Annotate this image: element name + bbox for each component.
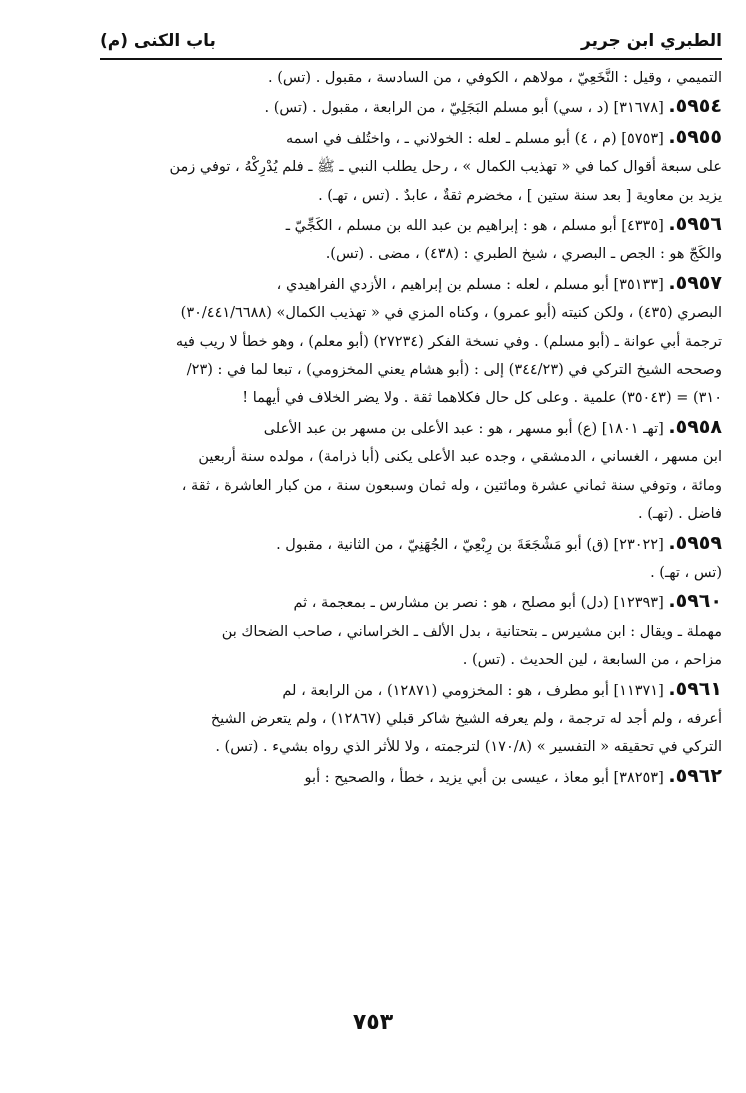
line-text: التميمي ، وقيل : النَّخَعِيّ ، مولاهم ، الكوفي ، من السادسة ، مقبول . (تس) . <box>268 70 722 86</box>
line-text: [١٢٣٩٣] (دل) أبو مصلح ، هو : نصر بن مشارس ـ بمعجمة ، ثم <box>293 595 669 612</box>
line-text: التركي في تحقيقه « التفسير » (١٧٠/٨) لترجمته ، ولا للأثر الذي رواه بشيء . (تس) . <box>215 739 722 756</box>
entry-first-line <box>100 123 722 153</box>
line-text: [٣٨٢٥٣] أبو معاذ ، عيسى بن أبي يزيد ، خطأ ، والصحيح : أبو <box>304 769 669 786</box>
line-text: ومائة ، وتوفي سنة ثماني عشرة ومائتين ، وله ثمان وسبعون سنة ، من كبار العاشرة ، ثقة ، <box>181 477 722 494</box>
text-line <box>100 646 722 674</box>
entry-number: ٥٩٥٦. <box>668 213 722 236</box>
text-line <box>100 705 722 733</box>
line-text: فاضل . (تهـ) . <box>638 506 722 523</box>
entry-number: ٥٩٥٨. <box>668 415 722 438</box>
text-line <box>100 559 722 587</box>
text-line <box>100 299 722 327</box>
header-book-title: الطبري ابن جرير <box>581 31 722 51</box>
entry-number: ٥٩٦٢. <box>668 764 722 787</box>
entry-number: ٥٩٥٤. <box>668 95 722 118</box>
line-text: على سبعة أقوال كما في « تهذيب الكمال » ، رحل يطلب النبي ـ ﷺ ـ فلم يُدْرِكْهُ ، توفي زمن <box>169 159 722 176</box>
text-line <box>100 500 722 528</box>
entry-first-line <box>100 587 722 617</box>
entry-number: ٥٩٥٩. <box>668 531 722 554</box>
line-text: [٢٣٠٢٢] (ق) أبو مَشْجَعَةَ بن رِبْعِيّ ، الجُهَنِيّ ، من الثانية ، مقبول . <box>276 536 669 553</box>
text-line <box>100 64 722 92</box>
entry-first-line <box>100 92 722 122</box>
line-text: مزاحم ، من السابعة ، لين الحديث . (تس) . <box>462 652 722 669</box>
entry-first-line <box>100 762 722 792</box>
text-line <box>100 472 722 500</box>
entry-first-line <box>100 210 722 240</box>
line-text: البصري (٤٣٥) ، ولكن كنيته (أبو عمرو) ، وكناه المزي في « تهذيب الكمال» (٣٠/٤٤١/٦٦٨٨) <box>180 305 722 322</box>
text-line <box>100 182 722 210</box>
text-line <box>100 356 722 384</box>
line-text: ابن مسهر ، الغساني ، الدمشقي ، وجده عبد الأعلى يكنى (أبا ذرامة) ، مولده سنة أربعين <box>198 449 722 466</box>
line-text: ترجمة أبي عوانة ـ (أبو مسلم) . وفي نسخة الفكر (٢٧٢٣٤) (أبو معلم) ، وهو خطأ لا ريب فيه <box>175 333 722 350</box>
text-line <box>100 384 722 412</box>
line-text: مهملة ـ ويقال : ابن مشيرس ـ بتحتانية ، بدل الألف ـ الخراساني ، صاحب الضحاك بن <box>221 623 722 640</box>
body-text <box>100 64 722 792</box>
page-header <box>100 24 722 58</box>
entry-number: ٥٩٥٥. <box>668 125 722 148</box>
entry-first-line <box>100 269 722 299</box>
entry-number: ٥٩٥٧. <box>668 271 722 294</box>
text-line <box>100 153 722 181</box>
line-text: والكَجّ هو : الجص ـ البصري ، شيخ الطبري : (٤٣٨) ، مضى . (تس). <box>325 246 722 263</box>
entry-number: ٥٩٦٠. <box>668 590 722 613</box>
line-text: وصححه الشيخ التركي في (٣٤٤/٢٣) إلى : (أبو هشام يعني المخزومي) ، تبعا لما في : (٢٣/ <box>186 362 722 379</box>
text-line <box>100 240 722 268</box>
line-text: [٣١٦٧٨] (د ، سي) أبو مسلم البَجَلِيّ ، من الرابعة ، مقبول . (تس) . <box>264 100 669 117</box>
text-line <box>100 328 722 356</box>
page-number: ٧٥٣ <box>352 1010 394 1035</box>
entry-first-line <box>100 529 722 559</box>
line-text: يزيد بن معاوية [ بعد سنة ستين ] ، مخضرم ثقةٌ ، عابدٌ . (تس ، تهـ) . <box>318 187 722 204</box>
line-text: ٣١٠) = (٣٥٠٤٣) علمية . وعلى كل حال فكلاهما ثقة . ولا يضر الخلاف في أيهما ! <box>242 390 722 407</box>
entry-first-line <box>100 675 722 705</box>
header-divider <box>100 58 722 60</box>
text-line <box>100 443 722 471</box>
header-chapter-title: باب الكنى (م) <box>100 31 216 51</box>
line-text: [تهـ ١٨٠١] (ع) أبو مسهر ، هو : عبد الأعلى بن مسهر بن عبد الأعلى <box>263 420 669 437</box>
line-text: (تس ، تهـ) . <box>650 564 722 581</box>
line-text: أعرفه ، ولم أجد له ترجمة ، ولم يعرفه الشيخ شاكر قبلي (١٢٨٦٧) ، ولم يتعرض الشيخ <box>210 710 722 727</box>
text-line <box>100 733 722 761</box>
text-line <box>100 618 722 646</box>
line-text: [٤٣٣٥] أبو مسلم ، هو : إبراهيم بن عبد الله بن مسلم ، الكَجِّيّ ـ <box>285 218 669 235</box>
entry-number: ٥٩٦١. <box>668 677 722 700</box>
entry-first-line <box>100 413 722 443</box>
line-text: [١١٣٧١] أبو مطرف ، هو : المخزومي (١٢٨٧١) ، من الرابعة ، لم <box>282 682 669 699</box>
line-text: [٥٧٥٣] (م ، ٤) أبو مسلم ـ لعله : الخولاني ـ ، واختُلف في اسمه <box>286 130 669 147</box>
line-text: [٣٥١٣٣] أبو مسلم ، لعله : مسلم بن إبراهيم ، الأزدي الفراهيدي ، <box>276 276 669 293</box>
